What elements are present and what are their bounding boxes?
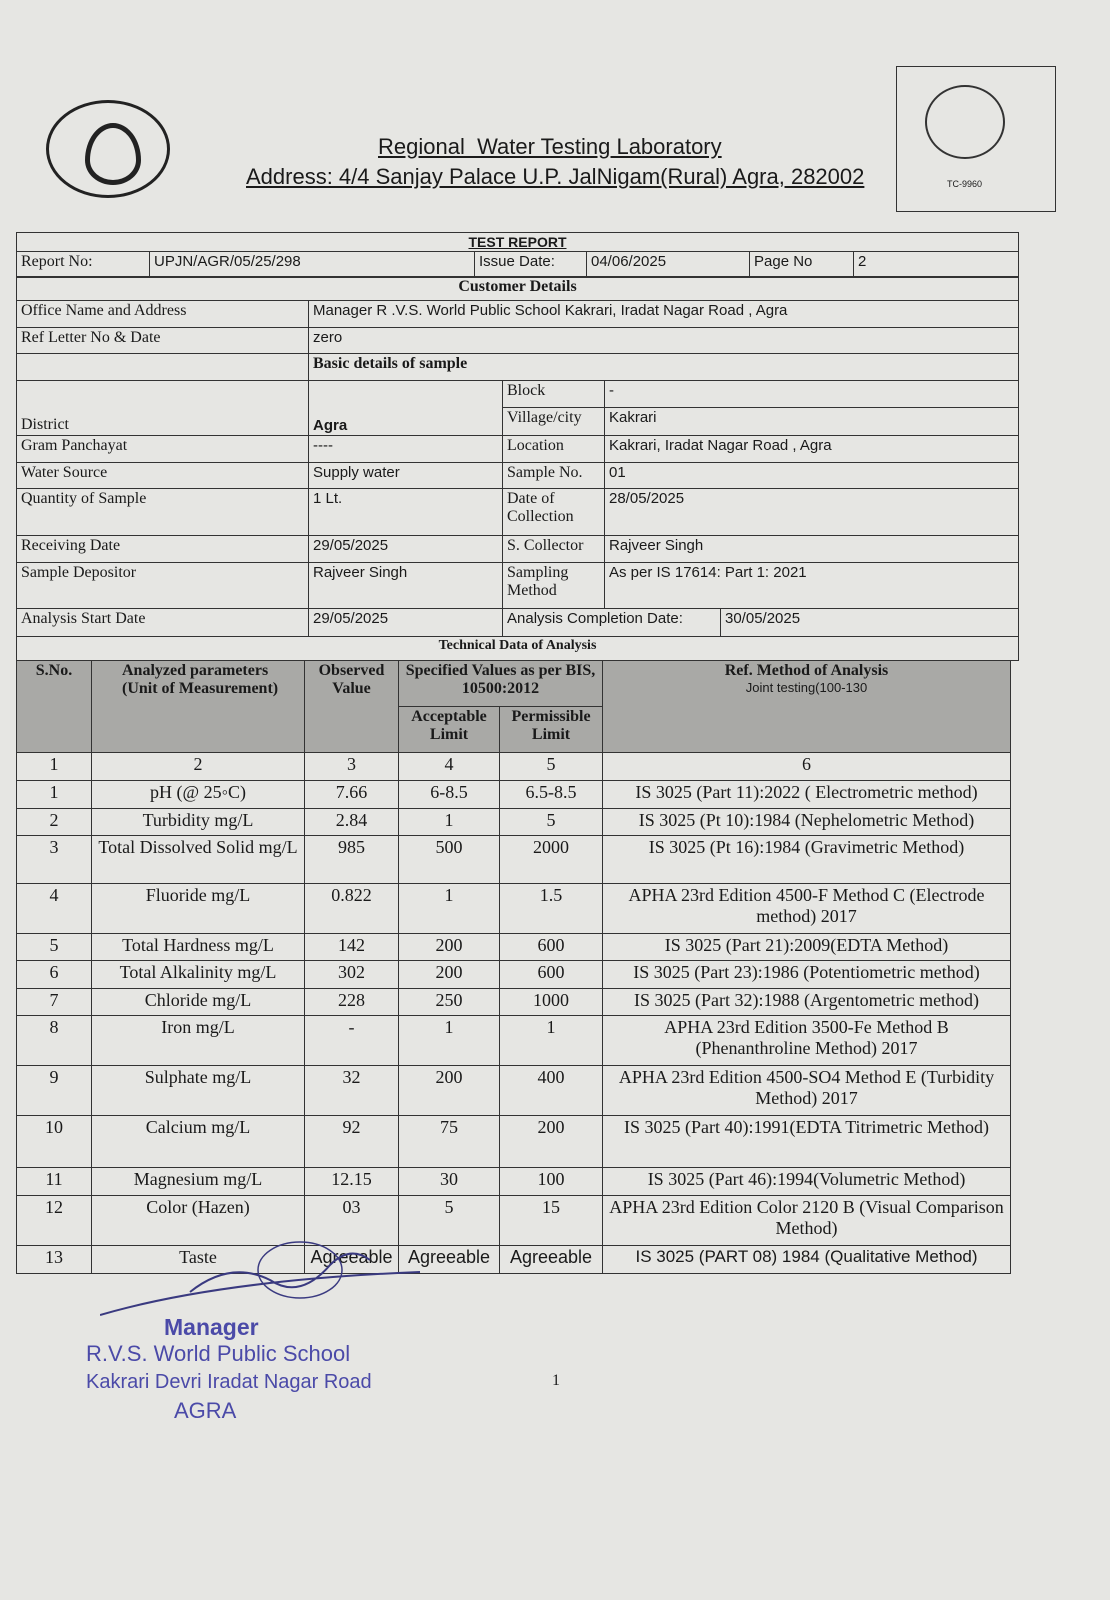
quantity-label: Quantity of Sample: [17, 489, 309, 536]
cell-observed: 12.15: [305, 1168, 399, 1196]
cell-parameter: Calcium mg/L: [92, 1116, 305, 1168]
up-jal-nigam-logo: [46, 100, 170, 198]
location-value: Kakrari, Iradat Nagar Road , Agra: [605, 436, 1019, 463]
header-spec: Specified Values as per BIS, 10500:2012: [399, 661, 603, 707]
cell-acceptable: 200: [399, 961, 500, 989]
collector-value: Rajveer Singh: [605, 536, 1019, 563]
cell-permissible: 6.5-8.5: [500, 781, 603, 809]
completion-date-label: Analysis Completion Date:: [503, 609, 721, 637]
cell-parameter: Magnesium mg/L: [92, 1168, 305, 1196]
cell-method: IS 3025 (Part 21):2009(EDTA Method): [603, 934, 1011, 961]
issue-date-label: Issue Date:: [475, 252, 587, 278]
cell-parameter: Fluoride mg/L: [92, 884, 305, 934]
cell-sno: 5: [17, 934, 92, 961]
office-value: Manager R .V.S. World Public School Kakrari, Iradat Nagar Road , Agra: [309, 301, 1019, 328]
source-label: Water Source: [17, 463, 309, 489]
quantity-value: 1 Lt.: [309, 489, 503, 536]
cell-sno: 10: [17, 1116, 92, 1168]
header-observed: Observed Value: [305, 661, 399, 753]
basic-details-title: Basic details of sample: [309, 354, 1019, 381]
header-permissible: Permissible Limit: [500, 707, 603, 753]
table-row: [17, 1196, 1011, 1246]
collector-label: S. Collector: [503, 536, 605, 563]
cell-sno: 2: [17, 809, 92, 836]
completion-date-value: 30/05/2025: [721, 609, 1019, 637]
cell-permissible: 600: [500, 961, 603, 989]
table-row: [17, 809, 1011, 836]
cell-observed: 0.822: [305, 884, 399, 934]
cell-acceptable: 500: [399, 836, 500, 884]
cell-permissible: Agreeable: [500, 1246, 603, 1274]
header-method: Ref. Method of Analysis: [724, 662, 889, 679]
report-no-label: Report No:: [17, 252, 150, 278]
cell-permissible: 600: [500, 934, 603, 961]
stamp-line: AGRA: [174, 1398, 237, 1423]
cell-permissible: 5: [500, 809, 603, 836]
cell-sno: 6: [17, 961, 92, 989]
sampling-method-label: Sampling Method: [503, 563, 605, 609]
report-no: UPJN/AGR/05/25/298: [150, 252, 475, 278]
table-row: [17, 961, 1011, 989]
cell-parameter: Total Alkalinity mg/L: [92, 961, 305, 989]
district-value: Agra: [309, 381, 503, 436]
cell-parameter: Sulphate mg/L: [92, 1066, 305, 1116]
cell-observed: 7.66: [305, 781, 399, 809]
page-no-label: Page No: [750, 252, 854, 278]
cell-method: IS 3025 (Part 40):1991(EDTA Titrimetric Method): [603, 1116, 1011, 1168]
technical-data-table: [16, 660, 1011, 1274]
cell-parameter: Total Hardness mg/L: [92, 934, 305, 961]
issue-date: 04/06/2025: [587, 252, 750, 278]
col-num: 2: [92, 753, 305, 781]
receiving-label: Receiving Date: [17, 536, 309, 563]
receiving-value: 29/05/2025: [309, 536, 503, 563]
cell-acceptable: Agreeable: [399, 1246, 500, 1274]
village-value: Kakrari: [605, 408, 1019, 436]
cell-sno: 9: [17, 1066, 92, 1116]
cell-method: APHA 23rd Edition 4500-F Method C (Electrode method) 2017: [603, 884, 1011, 934]
cell-sno: 3: [17, 836, 92, 884]
cell-sno: 4: [17, 884, 92, 934]
cell-parameter: Turbidity mg/L: [92, 809, 305, 836]
cell-parameter: Taste: [92, 1246, 305, 1274]
table-row: [17, 836, 1011, 884]
page-number: 1: [552, 1372, 560, 1389]
cell-permissible: 100: [500, 1168, 603, 1196]
table-row: [17, 934, 1011, 961]
lab-name: Regional Water Testing Laboratory: [378, 134, 722, 159]
col-num: 4: [399, 753, 500, 781]
cell-sno: 8: [17, 1016, 92, 1066]
cell-method: APHA 23rd Edition 4500-SO4 Method E (Turbidity Method) 2017: [603, 1066, 1011, 1116]
cell-observed: 228: [305, 989, 399, 1016]
cell-observed: 302: [305, 961, 399, 989]
cell-sno: 12: [17, 1196, 92, 1246]
cell-permissible: 1: [500, 1016, 603, 1066]
source-value: Supply water: [309, 463, 503, 489]
header-acceptable: Acceptable Limit: [399, 707, 500, 753]
table-row: [17, 884, 1011, 934]
village-label: Village/city: [503, 408, 605, 436]
table-row: [17, 1066, 1011, 1116]
cell-permissible: 200: [500, 1116, 603, 1168]
customer-table: [16, 276, 1019, 609]
table-row: [17, 1016, 1011, 1066]
ref-value: zero: [309, 328, 1019, 354]
cell-method: IS 3025 (Pt 10):1984 (Nephelometric Method): [603, 809, 1011, 836]
header-param: Analyzed parameters (Unit of Measurement): [92, 661, 305, 753]
report-header-table: [16, 232, 1019, 278]
cell-acceptable: 1: [399, 809, 500, 836]
accreditation-number: TC-9960: [947, 179, 983, 189]
col-num: 3: [305, 753, 399, 781]
cell-acceptable: 1: [399, 1016, 500, 1066]
table-row: [17, 781, 1011, 809]
cell-permissible: 15: [500, 1196, 603, 1246]
lab-address: Address: 4/4 Sanjay Palace U.P. JalNigam(Rural) Agra, 282002: [246, 164, 865, 189]
col-num: 6: [603, 753, 1011, 781]
table-row: [17, 989, 1011, 1016]
header-method-sub: Joint testing(100-130: [745, 680, 868, 695]
gram-label: Gram Panchayat: [17, 436, 309, 463]
location-label: Location: [503, 436, 605, 463]
cell-acceptable: 75: [399, 1116, 500, 1168]
cell-method: APHA 23rd Edition Color 2120 B (Visual Comparison Method): [603, 1196, 1011, 1246]
accreditation-box: [896, 66, 1056, 212]
accreditation-seal-icon: [925, 85, 1005, 159]
cell-acceptable: 250: [399, 989, 500, 1016]
technical-data-title: Technical Data of Analysis: [17, 637, 1019, 661]
page-no: 2: [854, 252, 1019, 278]
cell-parameter: Total Dissolved Solid mg/L: [92, 836, 305, 884]
column-number-row: [17, 753, 1011, 781]
cell-acceptable: 5: [399, 1196, 500, 1246]
cell-observed: 985: [305, 836, 399, 884]
cell-observed: Agreeable: [305, 1246, 399, 1274]
block-value: -: [605, 381, 1019, 408]
cell-sno: 13: [17, 1246, 92, 1274]
cell-permissible: 2000: [500, 836, 603, 884]
cell-observed: 142: [305, 934, 399, 961]
header-sno: S.No.: [17, 661, 92, 753]
district-label: District: [17, 381, 309, 436]
cell-parameter: pH (@ 25◦C): [92, 781, 305, 809]
block-label: Block: [503, 381, 605, 408]
cell-method: APHA 23rd Edition 3500-Fe Method B (Phenanthroline Method) 2017: [603, 1016, 1011, 1066]
doc-label: Date of Collection: [503, 489, 605, 536]
cell-parameter: Color (Hazen): [92, 1196, 305, 1246]
sampling-method-value: As per IS 17614: Part 1: 2021: [605, 563, 1019, 609]
cell-method: IS 3025 (PART 08) 1984 (Qualitative Method): [603, 1246, 1011, 1274]
cell-acceptable: 1: [399, 884, 500, 934]
depositor-label: Sample Depositor: [17, 563, 309, 609]
table-row: [17, 1168, 1011, 1196]
doc-value: 28/05/2025: [605, 489, 1019, 536]
cell-acceptable: 6-8.5: [399, 781, 500, 809]
cell-observed: 03: [305, 1196, 399, 1246]
analysis-dates-table: [16, 608, 1019, 661]
col-num: 5: [500, 753, 603, 781]
cell-observed: 2.84: [305, 809, 399, 836]
report-title: TEST REPORT: [17, 233, 1019, 252]
table-row: [17, 1116, 1011, 1168]
cell-method: IS 3025 (Part 46):1994(Volumetric Method): [603, 1168, 1011, 1196]
gram-value: ----: [309, 436, 503, 463]
cell-method: IS 3025 (Part 23):1986 (Potentiometric method): [603, 961, 1011, 989]
cell-observed: -: [305, 1016, 399, 1066]
signature: [100, 1240, 430, 1320]
start-date-value: 29/05/2025: [309, 609, 503, 637]
cell-method: IS 3025 (Part 11):2022 ( Electrometric method): [603, 781, 1011, 809]
sample-no-value: 01: [605, 463, 1019, 489]
sample-no-label: Sample No.: [503, 463, 605, 489]
cell-permissible: 400: [500, 1066, 603, 1116]
cell-sno: 11: [17, 1168, 92, 1196]
stamp-line: Kakrari Devri Iradat Nagar Road: [86, 1371, 372, 1393]
start-date-label: Analysis Start Date: [17, 609, 309, 637]
col-num: 1: [17, 753, 92, 781]
stamp-line: Manager: [164, 1314, 259, 1340]
cell-acceptable: 200: [399, 1066, 500, 1116]
cell-acceptable: 200: [399, 934, 500, 961]
stamp-line: R.V.S. World Public School: [86, 1341, 351, 1366]
cell-permissible: 1.5: [500, 884, 603, 934]
cell-permissible: 1000: [500, 989, 603, 1016]
cell-observed: 92: [305, 1116, 399, 1168]
cell-acceptable: 30: [399, 1168, 500, 1196]
depositor-value: Rajveer Singh: [309, 563, 503, 609]
customer-details-title: Customer Details: [17, 277, 1019, 301]
cell-method: IS 3025 (Part 32):1988 (Argentometric method): [603, 989, 1011, 1016]
cell-observed: 32: [305, 1066, 399, 1116]
office-label: Office Name and Address: [17, 301, 309, 328]
cell-parameter: Iron mg/L: [92, 1016, 305, 1066]
cell-parameter: Chloride mg/L: [92, 989, 305, 1016]
cell-method: IS 3025 (Pt 16):1984 (Gravimetric Method): [603, 836, 1011, 884]
cell-sno: 1: [17, 781, 92, 809]
ref-label: Ref Letter No & Date: [17, 328, 309, 354]
cell-sno: 7: [17, 989, 92, 1016]
stamp: [86, 1314, 406, 1424]
